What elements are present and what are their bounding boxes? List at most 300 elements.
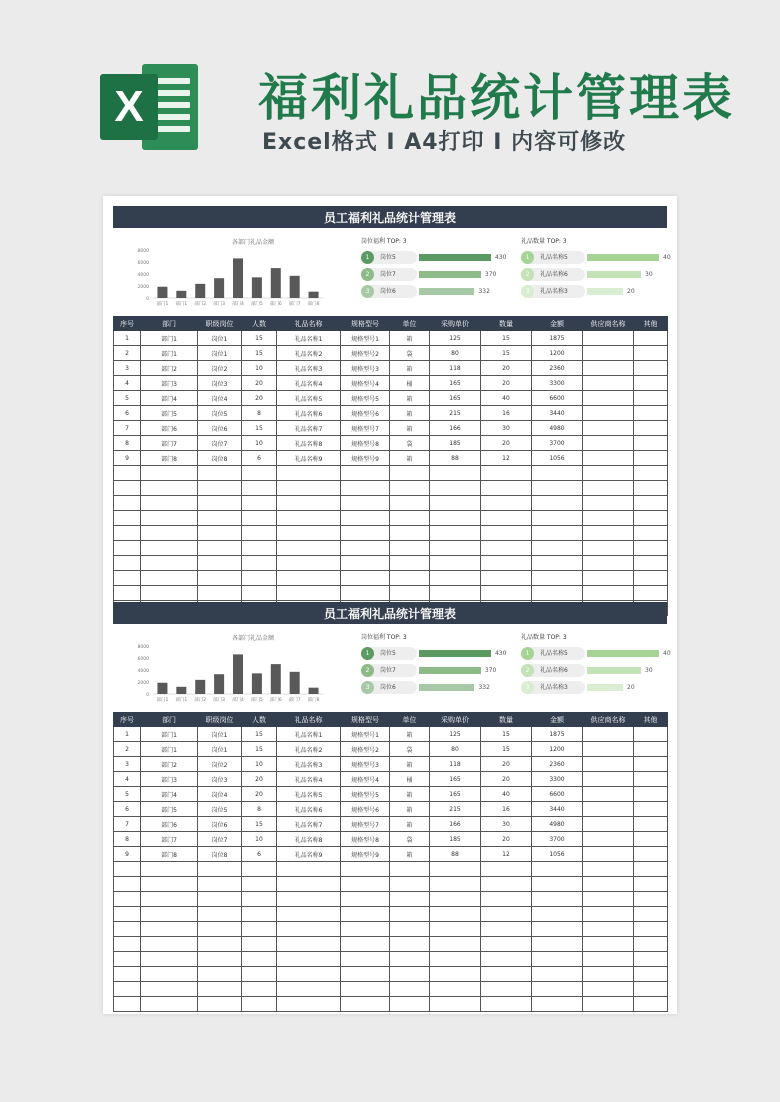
table-cell[interactable]: 部门8 [141, 451, 198, 466]
table-cell[interactable] [141, 892, 198, 907]
table-cell[interactable]: 袋 [390, 742, 430, 757]
table-cell[interactable] [583, 877, 634, 892]
column-header[interactable]: 采购单价 [430, 713, 481, 727]
table-cell[interactable] [430, 967, 481, 982]
table-cell[interactable] [277, 481, 341, 496]
table-cell[interactable] [341, 952, 390, 967]
table-cell[interactable] [430, 556, 481, 571]
table-cell[interactable]: 礼品名称5 [277, 391, 341, 406]
table-cell[interactable] [583, 511, 634, 526]
table-cell[interactable] [634, 877, 668, 892]
table-cell[interactable]: 80 [430, 346, 481, 361]
table-cell[interactable]: 215 [430, 406, 481, 421]
table-cell[interactable] [198, 982, 242, 997]
table-cell[interactable] [141, 481, 198, 496]
table-cell[interactable] [583, 802, 634, 817]
table-cell[interactable]: 5 [114, 391, 141, 406]
table-cell[interactable] [430, 586, 481, 601]
table-cell[interactable] [430, 481, 481, 496]
table-cell[interactable]: 部门2 [141, 757, 198, 772]
table-cell[interactable] [341, 907, 390, 922]
column-header[interactable]: 采购单价 [430, 317, 481, 331]
table-cell[interactable]: 1200 [532, 346, 583, 361]
table-cell[interactable]: 3 [114, 757, 141, 772]
table-cell[interactable] [583, 727, 634, 742]
table-cell[interactable]: 3700 [532, 436, 583, 451]
table-cell[interactable]: 6 [242, 451, 277, 466]
table-cell[interactable]: 20 [481, 361, 532, 376]
table-cell[interactable] [532, 481, 583, 496]
table-cell[interactable] [242, 922, 277, 937]
table-cell[interactable] [430, 952, 481, 967]
table-cell[interactable] [141, 586, 198, 601]
table-cell[interactable] [583, 361, 634, 376]
table-cell[interactable]: 10 [242, 832, 277, 847]
table-cell[interactable] [277, 526, 341, 541]
table-cell[interactable] [242, 466, 277, 481]
table-cell[interactable] [277, 511, 341, 526]
table-cell[interactable]: 岗位2 [198, 361, 242, 376]
table-cell[interactable] [583, 346, 634, 361]
table-cell[interactable] [481, 997, 532, 1012]
table-cell[interactable]: 规格型号9 [341, 847, 390, 862]
table-cell[interactable]: 3700 [532, 832, 583, 847]
table-cell[interactable]: 40 [481, 787, 532, 802]
table-cell[interactable] [634, 817, 668, 832]
table-cell[interactable]: 88 [430, 847, 481, 862]
table-cell[interactable] [141, 982, 198, 997]
column-header[interactable]: 供应商名称 [583, 713, 634, 727]
table-cell[interactable] [390, 892, 430, 907]
table-cell[interactable] [583, 982, 634, 997]
table-cell[interactable]: 15 [481, 346, 532, 361]
table-cell[interactable]: 箱 [390, 802, 430, 817]
table-cell[interactable] [532, 952, 583, 967]
table-cell[interactable] [198, 466, 242, 481]
table-cell[interactable] [198, 556, 242, 571]
table-cell[interactable]: 166 [430, 421, 481, 436]
table-cell[interactable]: 礼品名称6 [277, 406, 341, 421]
table-cell[interactable]: 30 [481, 421, 532, 436]
table-cell[interactable]: 礼品名称8 [277, 436, 341, 451]
table-cell[interactable] [141, 571, 198, 586]
table-cell[interactable] [583, 451, 634, 466]
table-cell[interactable] [583, 481, 634, 496]
table-cell[interactable]: 箱 [390, 391, 430, 406]
table-cell[interactable]: 岗位5 [198, 802, 242, 817]
table-cell[interactable] [141, 862, 198, 877]
table-cell[interactable] [341, 526, 390, 541]
table-cell[interactable]: 岗位7 [198, 436, 242, 451]
table-cell[interactable] [634, 466, 668, 481]
table-cell[interactable] [242, 586, 277, 601]
table-cell[interactable]: 箱 [390, 787, 430, 802]
table-cell[interactable]: 6 [114, 406, 141, 421]
table-cell[interactable]: 20 [242, 391, 277, 406]
table-cell[interactable] [277, 952, 341, 967]
table-cell[interactable]: 礼品名称2 [277, 346, 341, 361]
table-cell[interactable] [634, 556, 668, 571]
table-cell[interactable] [634, 481, 668, 496]
table-cell[interactable] [481, 922, 532, 937]
column-header[interactable]: 部门 [141, 317, 198, 331]
table-cell[interactable] [481, 907, 532, 922]
table-cell[interactable]: 部门3 [141, 376, 198, 391]
table-cell[interactable] [583, 526, 634, 541]
table-cell[interactable] [634, 967, 668, 982]
table-cell[interactable] [114, 937, 141, 952]
table-cell[interactable] [583, 832, 634, 847]
table-cell[interactable] [532, 922, 583, 937]
table-cell[interactable] [481, 586, 532, 601]
table-cell[interactable]: 3440 [532, 406, 583, 421]
table-cell[interactable] [198, 586, 242, 601]
column-header[interactable]: 职级岗位 [198, 713, 242, 727]
table-cell[interactable]: 部门3 [141, 772, 198, 787]
table-cell[interactable] [277, 466, 341, 481]
table-cell[interactable] [634, 376, 668, 391]
table-cell[interactable] [634, 451, 668, 466]
table-cell[interactable] [341, 586, 390, 601]
column-header[interactable]: 序号 [114, 317, 141, 331]
table-cell[interactable] [634, 802, 668, 817]
table-cell[interactable]: 礼品名称8 [277, 832, 341, 847]
table-cell[interactable]: 215 [430, 802, 481, 817]
table-cell[interactable]: 6600 [532, 391, 583, 406]
table-cell[interactable] [341, 877, 390, 892]
table-cell[interactable]: 2360 [532, 361, 583, 376]
table-cell[interactable]: 部门7 [141, 832, 198, 847]
table-cell[interactable]: 部门5 [141, 802, 198, 817]
table-cell[interactable] [634, 922, 668, 937]
table-cell[interactable] [390, 877, 430, 892]
table-cell[interactable]: 规格型号3 [341, 757, 390, 772]
table-cell[interactable] [277, 997, 341, 1012]
table-cell[interactable]: 岗位4 [198, 787, 242, 802]
table-cell[interactable] [634, 982, 668, 997]
column-header[interactable]: 职级岗位 [198, 317, 242, 331]
table-cell[interactable]: 15 [242, 817, 277, 832]
table-cell[interactable]: 6 [242, 847, 277, 862]
table-cell[interactable]: 规格型号7 [341, 421, 390, 436]
table-cell[interactable]: 20 [481, 436, 532, 451]
table-cell[interactable] [583, 586, 634, 601]
table-cell[interactable] [583, 937, 634, 952]
table-cell[interactable] [198, 481, 242, 496]
table-cell[interactable] [430, 526, 481, 541]
table-cell[interactable] [430, 571, 481, 586]
table-cell[interactable] [277, 571, 341, 586]
table-cell[interactable] [242, 511, 277, 526]
table-cell[interactable] [532, 466, 583, 481]
table-cell[interactable] [532, 907, 583, 922]
table-cell[interactable]: 88 [430, 451, 481, 466]
table-cell[interactable]: 规格型号5 [341, 787, 390, 802]
table-cell[interactable] [583, 541, 634, 556]
table-cell[interactable] [341, 862, 390, 877]
table-cell[interactable]: 15 [242, 742, 277, 757]
table-cell[interactable]: 箱 [390, 847, 430, 862]
table-cell[interactable] [141, 466, 198, 481]
table-cell[interactable]: 7 [114, 421, 141, 436]
table-cell[interactable] [583, 892, 634, 907]
table-cell[interactable] [481, 952, 532, 967]
table-cell[interactable]: 岗位6 [198, 421, 242, 436]
table-cell[interactable]: 岗位1 [198, 742, 242, 757]
table-cell[interactable] [242, 496, 277, 511]
table-cell[interactable] [390, 967, 430, 982]
table-cell[interactable]: 1056 [532, 847, 583, 862]
column-header[interactable]: 礼品名称 [277, 317, 341, 331]
table-cell[interactable] [634, 952, 668, 967]
table-cell[interactable] [114, 481, 141, 496]
table-cell[interactable] [430, 877, 481, 892]
table-cell[interactable] [390, 511, 430, 526]
table-cell[interactable] [114, 496, 141, 511]
table-cell[interactable]: 部门2 [141, 361, 198, 376]
table-cell[interactable] [634, 511, 668, 526]
table-cell[interactable]: 20 [242, 787, 277, 802]
column-header[interactable]: 序号 [114, 713, 141, 727]
table-cell[interactable] [481, 937, 532, 952]
table-cell[interactable] [634, 757, 668, 772]
table-cell[interactable]: 15 [242, 331, 277, 346]
table-cell[interactable]: 袋 [390, 346, 430, 361]
table-cell[interactable]: 165 [430, 391, 481, 406]
table-cell[interactable] [114, 907, 141, 922]
table-cell[interactable] [341, 982, 390, 997]
table-cell[interactable] [277, 541, 341, 556]
table-cell[interactable] [532, 556, 583, 571]
table-cell[interactable] [634, 526, 668, 541]
table-cell[interactable]: 1200 [532, 742, 583, 757]
table-cell[interactable] [198, 907, 242, 922]
table-cell[interactable] [481, 892, 532, 907]
table-cell[interactable] [430, 892, 481, 907]
table-cell[interactable]: 规格型号5 [341, 391, 390, 406]
column-header[interactable]: 规格型号 [341, 713, 390, 727]
table-cell[interactable] [390, 541, 430, 556]
column-header[interactable]: 其他 [634, 317, 668, 331]
table-cell[interactable]: 20 [481, 832, 532, 847]
table-cell[interactable]: 部门4 [141, 391, 198, 406]
table-cell[interactable]: 岗位2 [198, 757, 242, 772]
table-cell[interactable] [198, 922, 242, 937]
table-cell[interactable] [430, 907, 481, 922]
table-cell[interactable] [532, 967, 583, 982]
table-cell[interactable] [114, 952, 141, 967]
column-header[interactable]: 供应商名称 [583, 317, 634, 331]
table-cell[interactable] [341, 541, 390, 556]
table-cell[interactable]: 118 [430, 361, 481, 376]
table-cell[interactable] [277, 496, 341, 511]
table-cell[interactable]: 岗位3 [198, 376, 242, 391]
table-cell[interactable]: 2 [114, 742, 141, 757]
table-cell[interactable]: 部门1 [141, 346, 198, 361]
table-cell[interactable]: 箱 [390, 727, 430, 742]
table-cell[interactable] [242, 877, 277, 892]
table-cell[interactable]: 20 [481, 757, 532, 772]
table-cell[interactable]: 部门6 [141, 817, 198, 832]
table-cell[interactable] [141, 922, 198, 937]
table-cell[interactable]: 2360 [532, 757, 583, 772]
table-cell[interactable]: 1 [114, 727, 141, 742]
table-cell[interactable] [198, 967, 242, 982]
table-cell[interactable]: 岗位5 [198, 406, 242, 421]
table-cell[interactable] [634, 727, 668, 742]
table-cell[interactable] [583, 331, 634, 346]
table-cell[interactable] [198, 862, 242, 877]
table-cell[interactable] [481, 862, 532, 877]
table-cell[interactable] [481, 571, 532, 586]
table-cell[interactable]: 规格型号1 [341, 331, 390, 346]
table-cell[interactable] [583, 556, 634, 571]
column-header[interactable]: 金额 [532, 713, 583, 727]
table-cell[interactable] [242, 982, 277, 997]
table-cell[interactable] [390, 952, 430, 967]
table-cell[interactable] [532, 937, 583, 952]
table-cell[interactable]: 165 [430, 772, 481, 787]
table-cell[interactable] [242, 907, 277, 922]
table-cell[interactable] [634, 847, 668, 862]
table-cell[interactable]: 15 [242, 346, 277, 361]
table-cell[interactable]: 5 [114, 787, 141, 802]
column-header[interactable]: 其他 [634, 713, 668, 727]
table-cell[interactable] [481, 877, 532, 892]
table-cell[interactable] [532, 541, 583, 556]
table-cell[interactable] [114, 922, 141, 937]
table-cell[interactable] [277, 877, 341, 892]
table-cell[interactable]: 16 [481, 406, 532, 421]
table-cell[interactable] [198, 571, 242, 586]
table-cell[interactable]: 岗位1 [198, 727, 242, 742]
table-cell[interactable] [341, 466, 390, 481]
table-cell[interactable] [634, 496, 668, 511]
table-cell[interactable]: 岗位8 [198, 847, 242, 862]
table-cell[interactable]: 规格型号2 [341, 346, 390, 361]
table-cell[interactable] [390, 526, 430, 541]
table-cell[interactable] [583, 952, 634, 967]
table-cell[interactable] [341, 556, 390, 571]
table-cell[interactable] [277, 892, 341, 907]
column-header[interactable]: 数量 [481, 713, 532, 727]
table-cell[interactable]: 部门7 [141, 436, 198, 451]
table-cell[interactable] [634, 346, 668, 361]
table-cell[interactable] [532, 862, 583, 877]
table-cell[interactable] [481, 556, 532, 571]
table-cell[interactable] [114, 511, 141, 526]
table-cell[interactable] [242, 997, 277, 1012]
table-cell[interactable] [242, 481, 277, 496]
table-cell[interactable]: 岗位1 [198, 346, 242, 361]
table-cell[interactable] [583, 967, 634, 982]
table-cell[interactable] [532, 982, 583, 997]
table-cell[interactable] [583, 997, 634, 1012]
table-cell[interactable]: 礼品名称9 [277, 451, 341, 466]
table-cell[interactable] [341, 496, 390, 511]
table-cell[interactable]: 规格型号4 [341, 376, 390, 391]
table-cell[interactable]: 规格型号3 [341, 361, 390, 376]
table-cell[interactable] [242, 892, 277, 907]
table-cell[interactable] [390, 496, 430, 511]
column-header[interactable]: 人数 [242, 317, 277, 331]
table-cell[interactable] [634, 937, 668, 952]
table-cell[interactable] [141, 997, 198, 1012]
table-cell[interactable]: 40 [481, 391, 532, 406]
table-cell[interactable] [277, 922, 341, 937]
table-cell[interactable]: 箱 [390, 361, 430, 376]
table-cell[interactable] [341, 892, 390, 907]
table-cell[interactable]: 袋 [390, 832, 430, 847]
table-cell[interactable] [341, 481, 390, 496]
table-cell[interactable]: 箱 [390, 406, 430, 421]
table-cell[interactable]: 礼品名称5 [277, 787, 341, 802]
table-cell[interactable] [583, 436, 634, 451]
table-cell[interactable]: 规格型号7 [341, 817, 390, 832]
table-cell[interactable]: 礼品名称7 [277, 817, 341, 832]
table-cell[interactable]: 桶 [390, 772, 430, 787]
table-cell[interactable]: 3440 [532, 802, 583, 817]
table-cell[interactable]: 20 [242, 772, 277, 787]
table-cell[interactable] [277, 907, 341, 922]
table-cell[interactable] [141, 907, 198, 922]
table-cell[interactable]: 4 [114, 376, 141, 391]
table-cell[interactable]: 规格型号2 [341, 742, 390, 757]
table-cell[interactable] [141, 511, 198, 526]
table-cell[interactable] [114, 571, 141, 586]
table-cell[interactable] [114, 982, 141, 997]
table-cell[interactable] [634, 541, 668, 556]
table-cell[interactable] [532, 526, 583, 541]
table-cell[interactable] [634, 862, 668, 877]
table-cell[interactable]: 礼品名称6 [277, 802, 341, 817]
table-cell[interactable]: 8 [242, 802, 277, 817]
table-cell[interactable] [634, 892, 668, 907]
table-cell[interactable] [634, 331, 668, 346]
table-cell[interactable] [430, 496, 481, 511]
table-cell[interactable] [198, 511, 242, 526]
table-cell[interactable]: 6 [114, 802, 141, 817]
table-cell[interactable]: 165 [430, 787, 481, 802]
table-cell[interactable]: 166 [430, 817, 481, 832]
table-cell[interactable] [390, 997, 430, 1012]
table-cell[interactable]: 125 [430, 727, 481, 742]
column-header[interactable]: 人数 [242, 713, 277, 727]
table-cell[interactable]: 规格型号9 [341, 451, 390, 466]
table-cell[interactable] [198, 997, 242, 1012]
table-cell[interactable] [583, 391, 634, 406]
table-cell[interactable] [634, 772, 668, 787]
table-cell[interactable] [341, 511, 390, 526]
table-cell[interactable] [242, 967, 277, 982]
table-cell[interactable] [242, 556, 277, 571]
table-cell[interactable] [198, 937, 242, 952]
table-cell[interactable]: 礼品名称1 [277, 727, 341, 742]
table-cell[interactable] [430, 997, 481, 1012]
table-cell[interactable]: 岗位4 [198, 391, 242, 406]
table-cell[interactable] [481, 541, 532, 556]
table-cell[interactable] [634, 361, 668, 376]
table-cell[interactable]: 岗位7 [198, 832, 242, 847]
table-cell[interactable] [634, 832, 668, 847]
table-cell[interactable] [114, 556, 141, 571]
table-cell[interactable] [583, 742, 634, 757]
table-cell[interactable] [242, 937, 277, 952]
table-cell[interactable]: 10 [242, 361, 277, 376]
table-cell[interactable] [141, 496, 198, 511]
table-cell[interactable] [583, 406, 634, 421]
table-cell[interactable] [634, 997, 668, 1012]
